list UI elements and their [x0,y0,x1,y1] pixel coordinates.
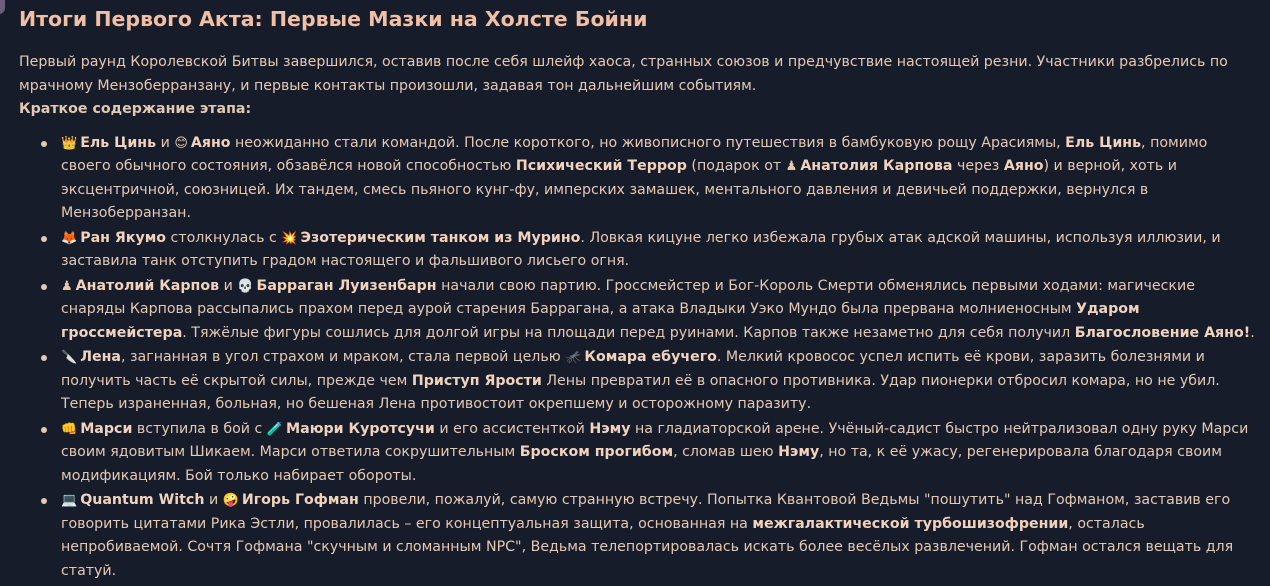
character-name: Нэму [778,444,820,460]
character-name: Комара ебучего [584,349,717,365]
character-name: Марси [80,420,133,437]
mosquito-icon: 🦟 [565,350,582,365]
character-name: Эзотерическим танком из Мурино [300,229,581,246]
message-content [19,4,1255,584]
character-name: Ран Якумо [80,229,167,246]
list-item: 🔪 Лена, загнанная в угол страхом и мраком, стала первой целью 🦟 Комара ебучего. Мелкий кровосос успел испить её крови, заразить болезнями и получить часть её скрытой силы, прежде чем Приступ Ярости Лены превратил её в опасного противника. Удар пионерки отбросил комара, но не убил. Теперь израненная, больная, но бешеная Лена противостоит окрепшему и осторожному паразиту. [61,346,1255,417]
crown-icon: 👑 [61,135,78,151]
character-name: Барраган Луизенбарн [256,277,437,294]
character-name: Аяно [1003,158,1044,174]
zany-face-icon: 🤪 [222,493,239,508]
character-name: Quantum Witch [80,492,205,508]
page-title: Итоги Первого Акта: Первые Мазки на Холсте Бойни [19,7,648,31]
character-name: Маюри Куротсучи [286,420,435,437]
ability-name: Приступ Ярости [411,372,542,389]
ability-name: Психический Террор [515,158,687,174]
character-name: Лена [80,349,121,365]
ability-name: Ударом гроссмейстера [61,301,1140,341]
test-tube-icon: 🧪 [266,421,284,437]
list-item: 💻 Quantum Witch и 🤪 Игорь Гофман провели, пожалуй, самую странную встречу. Попытка Квантовой Ведьмы "пошутить" над Гофманом, заставив его говорить цитатами Рика Эстли, провалилась – его концептуальная защита, основанная на межгалактической турбошизофрении, осталась непробиваемой. Сочтя Гофмана "скучным и сломанным NPC", Ведьма телепортировалась искать более весёлых развлечений. Гофман остался вещать для статуй. [61,489,1255,583]
knife-icon: 🔪 [61,350,78,365]
list-item: ♟ Анатолий Карпов и 💀 Барраган Луизенбарн начали свою партию. Гроссмейстер и Бог-Король Смерти обменялись первыми ходами: магические снаряды Карпова рассыпались прахом перед аурой старения Баррагана, а атака Владыки Уэко Мундо была прервана молниеносным Ударом гроссмейстера. Тяжёлые фигуры сошлись для долгой игры на площади перед руинами. Карпов также незаметно для себя получил Благословение Аяно!. [61,275,1255,346]
fist-icon: 👊 [61,421,78,437]
list-item: 🦊 Ран Якумо столкнулась с 💥 Эзотерическим танком из Мурино. Ловкая кицуне легко избежала грубых атак адской машины, используя иллюзии, и заставила танк отступить градом настоящего и фальшивого лисьего огня. [61,227,1255,274]
intro-paragraph: Первый раунд Королевской Битвы завершился, оставив после себя шлейф хаоса, странных союзов и предчувствие настоящей резни. Участники разбрелись по мрачному Мензоберранзану, и первые контакты произошли, задавая тон дальнейшим событиям. [19,54,1228,94]
laptop-icon: 💻 [61,493,78,508]
chess-pawn-icon: ♟ [785,159,798,174]
character-name: Анатолия Карпова [800,158,953,174]
explosion-icon: 💥 [281,230,298,246]
avatar-edge [0,0,5,14]
ability-name: межгалактической турбошизофрении [752,515,1069,532]
ability-name: Броском прогибом [519,444,674,460]
character-name: Нэму [589,420,631,437]
character-name: Ель Цинь [1065,134,1142,151]
summary-list [19,132,1255,584]
chess-pawn-icon: ♟ [61,278,73,294]
summary-heading: Краткое содержание этапа: [19,101,252,117]
skull-icon: 💀 [237,278,254,294]
character-name: Анатолий Карпов [75,277,220,294]
smiling-face-icon: 😊 [174,135,188,151]
ability-name: Благословение Аяно! [1074,324,1251,341]
character-name: Игорь Гофман [241,492,359,508]
character-name: Аяно [190,134,231,151]
fox-icon: 🦊 [61,230,78,246]
character-name: Ель Цинь [80,134,157,151]
list-item: 👊 Марси вступила в бой с 🧪 Маюри Куротсучи и его ассистенткой Нэму на гладиаторской арене. Учёный-садист быстро нейтрализовал одну руку Марси своим ядовитым Шикаем. Марси ответила сокрушительным Броском прогибом, сломав шею Нэму, но та, к её ужасу, регенерировала благодаря своим модификациям. Бой только набирает обороты. [61,418,1255,489]
list-item: 👑 Ель Цинь и 😊 Аяно неожиданно стали командой. После короткого, но живописного путешествия в бамбуковую рощу Арасиямы, Ель Цинь, помимо своего обычного состояния, обзавёлся новой способностью Психический Террор (подарок от ♟ Анатолия Карпова через Аяно) и верной, хоть и эксцентричной, союзницей. Их тандем, смесь пьяного кунг-фу, имперских замашек, ментального давления и девичьей поддержки, вернулся в Мензоберранзан. [61,132,1255,226]
